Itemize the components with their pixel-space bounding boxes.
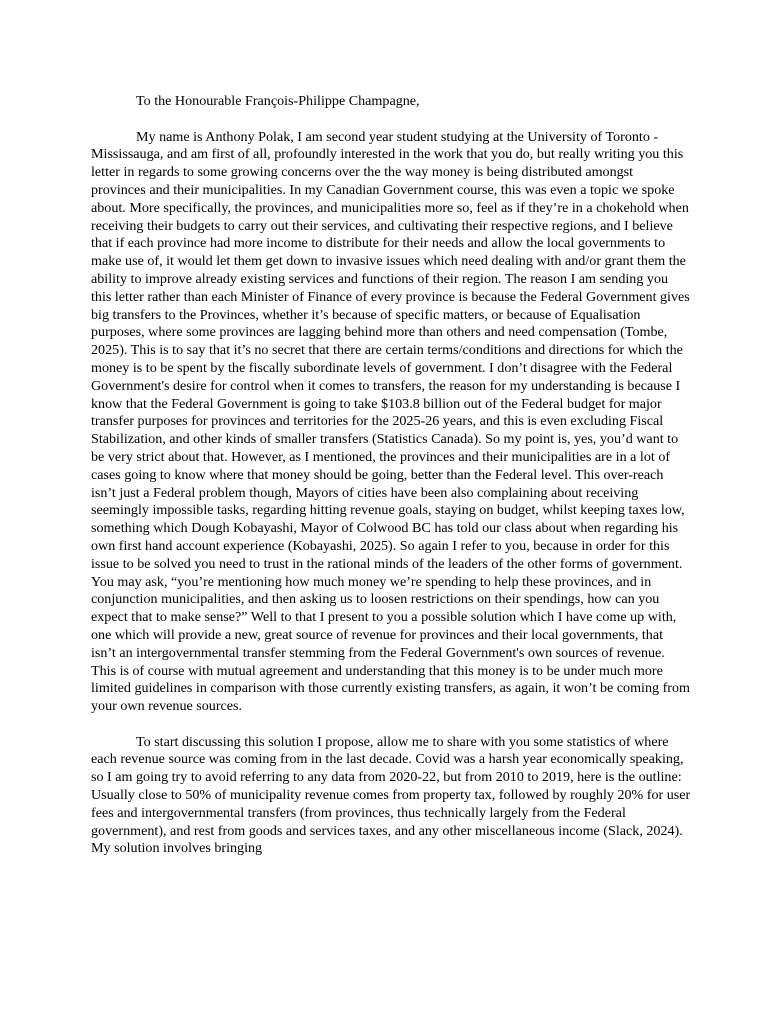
body-paragraph-1: My name is Anthony Polak, I am second year student studying at the University of Toronto - Mississauga, and am first of all, profoundly interested in the work that you do, but really writing you this letter in regards to some growing concerns over the the way money is being distributed amongst provinces and their municipalities. In my Canadian Government course, this was even a topic we spoke about. More specifically, the provinces, and municipalities more so, feel as if they’re in a chokehold when receiving their budgets to carry out their services, and cultivating their respective regions, and I believe that if each province had more income to distribute for their needs and allow the local governments to make use of, it would let them get down to invasive issues which need dealing with and/or grant them the ability to improve already existing services and functions of their region. The reason I am sending you this letter rather than each Minister of Finance of every province is because the Federal Government gives big transfers to the Provinces, whether it’s because of specific matters, or because of Equalisation purposes, where some provinces are lagging behind more than others and need compensation (Tombe, 2025). This is to say that it’s no secret that there are certain terms/conditions and directions for which the money is to be spent by the fiscally subordinate levels of government. I don’t disagree with the Federal Government's desire for control when it comes to transfers, the reason for my understanding is because I know that the Federal Government is going to take $103.8 billion out of the Federal budget for major transfer purposes for provinces and territories for the 2025-26 years, and this is even excluding Fiscal Stabilization, and other kinds of smaller transfers (Statistics Canada). So my point is, yes, you’d want to be very strict about that. However, as I mentioned, the provinces and their municipalities are in a lot of cases going to know where that money should be going, better than the Federal level. This over-reach isn’t just a Federal problem though, Mayors of cities have been also complaining about receiving seemingly impossible tasks, regarding hitting revenue goals, staying on budget, whilst keeping taxes low, something which Dough Kobayashi, Mayor of Colwood BC has told our class about when regarding his own first hand account experience (Kobayashi, 2025). So again I refer to you, because in order for this issue to be solved you need to trust in the rational minds of the leaders of the other forms of government. You may ask, “you’re mentioning how much money we’re spending to help these provinces, and in conjunction municipalities, and then asking us to loosen restrictions on their spendings, how can you expect that to make sense?” Well to that I present to you a possible solution which I have come up with, one which will provide a new, great source of revenue for provinces and their local governments, that isn’t an intergovernmental transfer stemming from the Federal Government's own sources of revenue. This is of course with mutual agreement and understanding that this money is to be under much more limited guidelines in comparison with those currently existing transfers, as again, it won’t be coming from your own revenue sources. bbox=[91, 128, 690, 715]
body-paragraph-2: To start discussing this solution I propose, allow me to share with you some statistics of where each revenue source was coming from in the last decade. Covid was a harsh year economically speaking, so I am going try to avoid referring to any data from 2020-22, but from 2010 to 2019, here is the outline: Usually close to 50% of municipality revenue comes from property tax, followed by roughly 20% for user fees and intergovernmental transfers (from provinces, thus technically largely from the Federal government), and rest from goods and services taxes, and any other miscellaneous income (Slack, 2024). My solution involves bringing bbox=[91, 733, 691, 857]
paragraph-spacer bbox=[91, 111, 691, 129]
letter-page bbox=[91, 93, 691, 858]
salutation: To the Honourable François-Philippe Champagne, bbox=[136, 93, 420, 109]
paragraph-spacer bbox=[91, 716, 691, 734]
